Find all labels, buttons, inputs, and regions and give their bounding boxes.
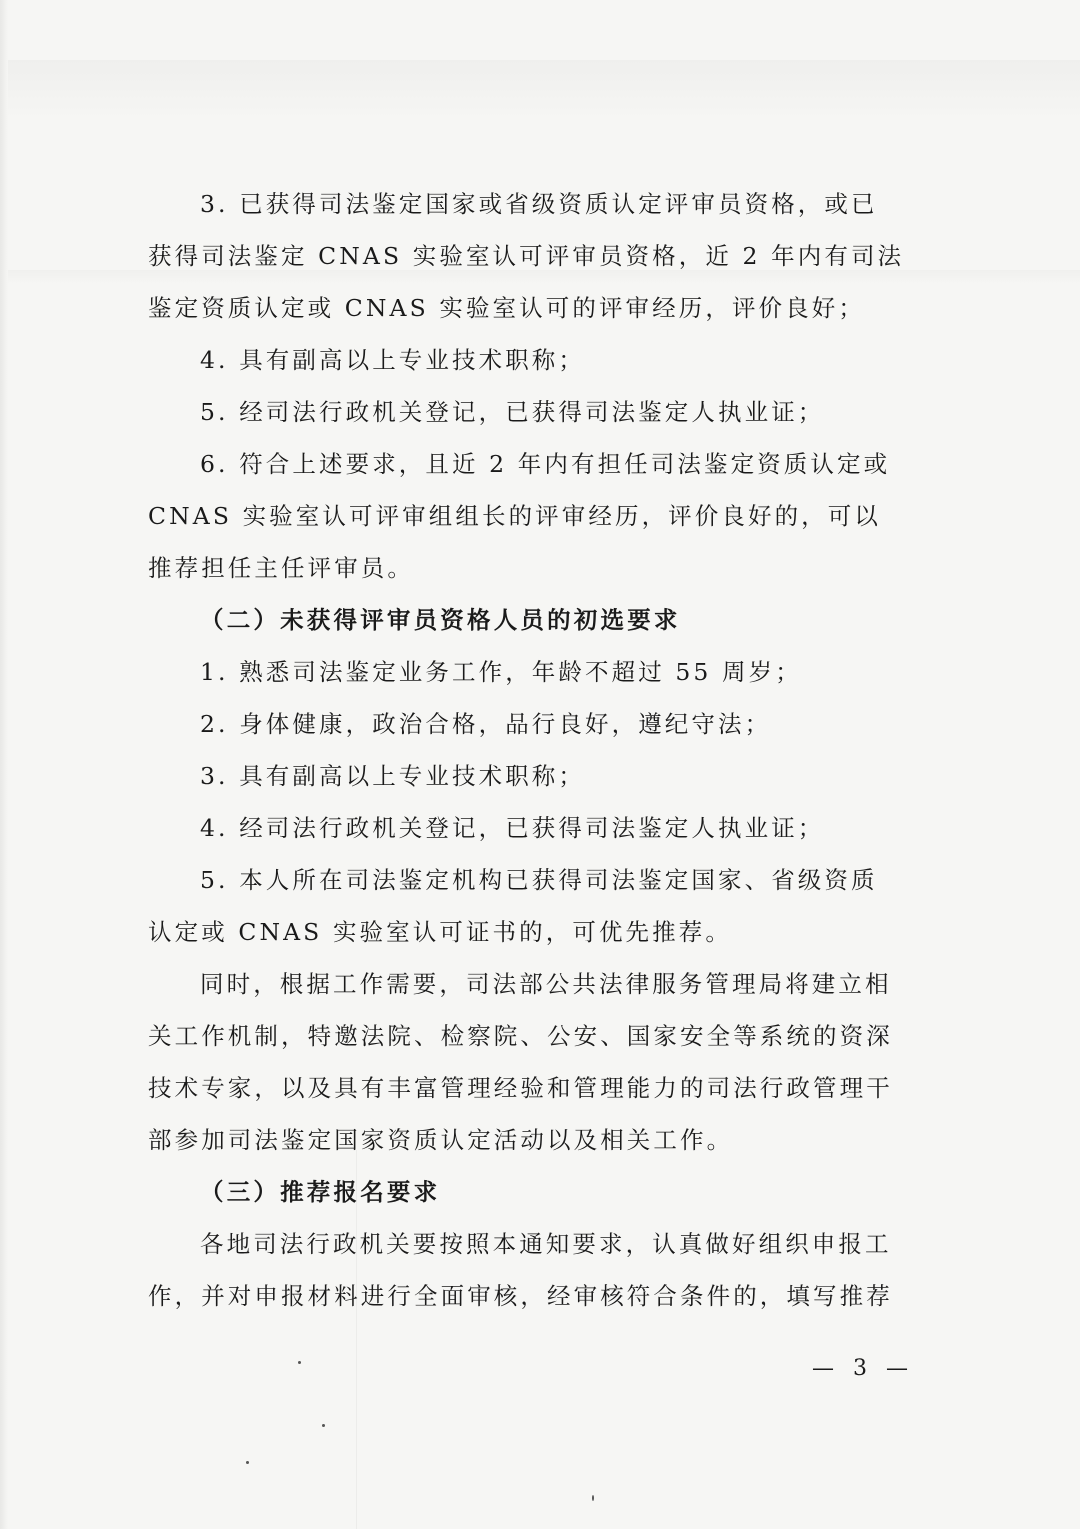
scan-speck [246, 1461, 249, 1464]
body-text [148, 178, 930, 1322]
paragraph-line: 4. 经司法行政机关登记，已获得司法鉴定人执业证； [200, 814, 825, 842]
paragraph-line: 3. 具有副高以上专业技术职称； [200, 762, 585, 790]
scan-speck [298, 1361, 301, 1364]
paragraph-line: 各地司法行政机关要按照本通知要求，认真做好组织申报工 [200, 1230, 892, 1258]
section-heading: （三）推荐报名要求 [200, 1178, 441, 1206]
paragraph-line: CNAS 实验室认可评审组组长的评审经历，评价良好的，可以 [148, 502, 881, 530]
paragraph-line: 同时，根据工作需要，司法部公共法律服务管理局将建立相 [200, 970, 892, 998]
scan-speck [592, 1495, 594, 1501]
section-heading: （二）未获得评审员资格人员的初选要求 [200, 606, 681, 634]
paragraph-line: 3. 已获得司法鉴定国家或省级资质认定评审员资格，或已 [200, 190, 878, 218]
paragraph-line: 技术专家，以及具有丰富管理经验和管理能力的司法行政管理干 [148, 1074, 893, 1102]
paragraph-line: 作，并对申报材料进行全面审核，经审核符合条件的，填写推荐 [148, 1282, 893, 1310]
paragraph-line: 鉴定资质认定或 CNAS 实验室认可的评审经历，评价良好； [148, 294, 865, 322]
paragraph-line: 5. 本人所在司法鉴定机构已获得司法鉴定国家、省级资质 [200, 866, 878, 894]
paragraph-line: 2. 身体健康，政治合格，品行良好，遵纪守法； [200, 710, 772, 738]
paragraph-line: 获得司法鉴定 CNAS 实验室认可评审员资格，近 2 年内有司法 [148, 242, 905, 270]
paragraph-line: 4. 具有副高以上专业技术职称； [200, 346, 585, 374]
paragraph-line: 认定或 CNAS 实验室认可证书的，可优先推荐。 [148, 918, 732, 946]
paragraph-line: 部参加司法鉴定国家资质认定活动以及相关工作。 [148, 1126, 734, 1154]
page-number: — 3 — [812, 1356, 914, 1381]
scan-speck [322, 1424, 325, 1427]
paragraph-line: 5. 经司法行政机关登记，已获得司法鉴定人执业证； [200, 398, 825, 426]
scan-edge [0, 0, 8, 1529]
paragraph-line: 1. 熟悉司法鉴定业务工作，年龄不超过 55 周岁； [200, 658, 802, 686]
paragraph-line: 推荐担任主任评审员。 [148, 554, 414, 582]
paragraph-line: 关工作机制，特邀法院、检察院、公安、国家安全等系统的资深 [148, 1022, 893, 1050]
scan-shade-top [0, 60, 1080, 120]
paragraph-line: 6. 符合上述要求，且近 2 年内有担任司法鉴定资质认定或 [200, 450, 891, 478]
